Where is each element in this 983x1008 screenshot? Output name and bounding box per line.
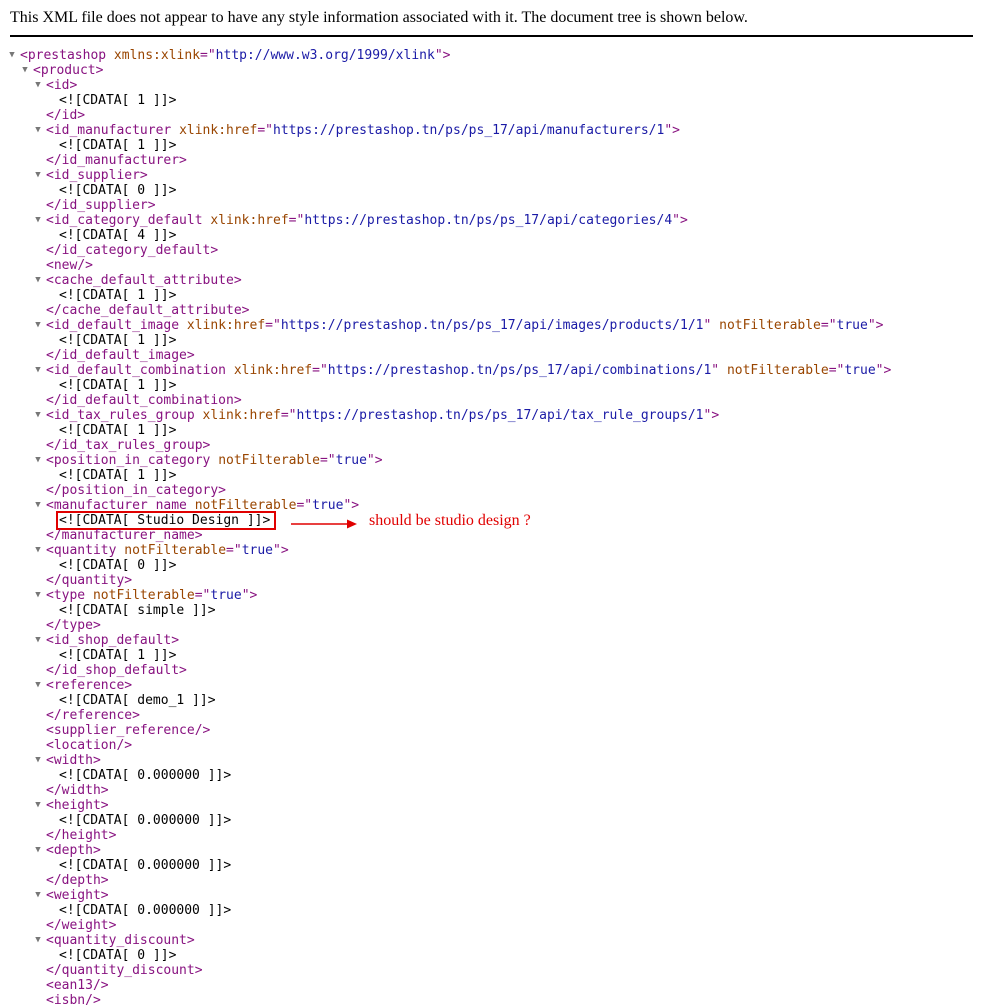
xml-line-content <box>46 753 101 768</box>
xml-line-content <box>59 858 231 873</box>
xml-open-tag-line <box>10 543 983 558</box>
xml-tag-name: </id_tax_rules_group> <box>46 438 211 453</box>
xml-line-content <box>46 738 132 753</box>
annotation-note: should be studio design ? <box>369 512 531 529</box>
xml-tag-name: <type <box>46 588 86 603</box>
cdata-value: <![CDATA[ 0.000000 ]]> <box>59 858 232 873</box>
xml-close-tag-line <box>10 708 983 723</box>
xml-tag-name: <id_default_image <box>46 318 180 333</box>
xml-line-content <box>46 258 93 273</box>
xml-line-content <box>46 153 187 168</box>
cdata-value: <![CDATA[ 0.000000 ]]> <box>59 903 232 918</box>
xml-attr-value: true <box>335 453 367 468</box>
xml-tag-name: </reference> <box>46 708 140 723</box>
cdata-value: <![CDATA[ 0.000000 ]]> <box>59 768 232 783</box>
xml-attr-name: xlink:href <box>233 363 313 378</box>
xml-tag-name: /> <box>85 993 101 1008</box>
cdata-value: <![CDATA[ 0.000000 ]]> <box>59 813 232 828</box>
xml-line-content: <id_category_default xlink:href="https://prestashop.tn/ps/ps_17/api/categories/4"> <box>46 213 688 228</box>
collapse-toggle-icon[interactable]: ▼ <box>35 545 41 555</box>
collapse-toggle-icon[interactable]: ▼ <box>22 65 28 75</box>
xml-text-line <box>10 183 983 198</box>
xml-line-content: <quantity notFilterable="true"> <box>46 543 289 558</box>
xml-tag-name: > <box>100 798 109 813</box>
xml-text-line <box>10 648 983 663</box>
xml-tag-name: > <box>139 168 148 183</box>
xml-line-content <box>46 663 187 678</box>
xml-line-content: <prestashop xmlns:xlink="http://www.w3.org/1999/xlink"> <box>20 48 451 63</box>
xml-tag-name: </quantity> <box>46 573 133 588</box>
xml-tag-name: > <box>883 363 892 378</box>
xml-tag-name: </height> <box>46 828 117 843</box>
xml-line-content <box>46 438 210 453</box>
xml-line-content: <id_default_image xlink:href="https://prestashop.tn/ps/ps_17/api/images/products/1/1" notFilterable="true"> <box>46 318 884 333</box>
xml-line-content <box>59 948 176 963</box>
xml-line-content <box>59 693 216 708</box>
xml-attr-name: notFilterable <box>124 543 227 558</box>
xml-tag-name: <isbn <box>46 993 86 1008</box>
xml-tag-name: </position_in_category> <box>46 483 227 498</box>
collapse-toggle-icon[interactable]: ▼ <box>35 410 41 420</box>
xml-text-line <box>10 423 983 438</box>
xml-line-content <box>59 768 231 783</box>
xml-line-content <box>46 678 132 693</box>
collapse-toggle-icon[interactable]: ▼ <box>9 50 15 60</box>
xml-line-content <box>46 918 116 933</box>
collapse-toggle-icon[interactable]: ▼ <box>35 755 41 765</box>
xml-line-content <box>46 708 140 723</box>
xml-close-tag-line <box>10 828 983 843</box>
xml-attr-name: xlink:href <box>202 408 281 423</box>
xml-line-content <box>59 903 231 918</box>
xml-attr-name: xmlns:xlink <box>113 48 201 63</box>
xml-tag-name: <ean13 <box>46 978 93 993</box>
xml-open-tag-line <box>10 318 983 333</box>
xml-tag-name: </id_default_image> <box>46 348 195 363</box>
xml-tag-name: </id> <box>46 108 86 123</box>
xml-tag-name: > <box>95 63 104 78</box>
xml-line-content <box>46 243 218 258</box>
xml-open-tag-line <box>10 633 983 648</box>
xml-tag-name: <quantity_discount <box>46 933 187 948</box>
collapse-toggle-icon[interactable]: ▼ <box>35 365 41 375</box>
cdata-value: <![CDATA[ 1 ]]> <box>59 138 177 153</box>
xml-close-tag-line <box>10 153 983 168</box>
xml-attr-value: true <box>312 498 344 513</box>
xml-tag-name: <product <box>33 63 96 78</box>
xml-no-style-notice: This XML file does not appear to have any style information associated with it. The document tree is shown below. <box>10 8 973 37</box>
xml-line-content <box>46 303 250 318</box>
cdata-value: <![CDATA[ simple ]]> <box>59 603 216 618</box>
xml-tag-name: <id_default_combination <box>46 363 227 378</box>
xml-attr-name: xlink:href <box>186 318 266 333</box>
xml-line-content <box>46 978 109 993</box>
xml-tag-name: <depth <box>46 843 93 858</box>
xml-tag-name: </weight> <box>46 918 117 933</box>
xml-line-content <box>59 648 176 663</box>
xml-text-line <box>10 468 983 483</box>
xml-line-content <box>59 183 176 198</box>
xml-tag-name: <id_tax_rules_group <box>46 408 195 423</box>
xml-attr-value: true <box>844 363 876 378</box>
xml-open-tag-line <box>10 678 983 693</box>
xml-line-content <box>46 888 109 903</box>
xml-line-content <box>46 828 116 843</box>
xml-text-line <box>10 228 983 243</box>
xml-close-tag-line <box>10 618 983 633</box>
xml-attr-name: notFilterable <box>726 363 829 378</box>
cdata-value: <![CDATA[ 1 ]]> <box>59 648 177 663</box>
xml-line-content <box>46 168 148 183</box>
cdata-value: <![CDATA[ demo_1 ]]> <box>59 693 216 708</box>
cdata-value: <![CDATA[ 0 ]]> <box>59 183 177 198</box>
xml-open-tag-line <box>10 843 983 858</box>
xml-text-line <box>10 603 983 618</box>
xml-text-line <box>10 858 983 873</box>
xml-tag-name: <height <box>46 798 101 813</box>
xml-line-content <box>46 783 109 798</box>
xml-tag-name: <manufacturer_name <box>46 498 187 513</box>
xml-line-content <box>59 288 176 303</box>
xml-tag-name: > <box>92 753 101 768</box>
xml-text-line <box>10 138 983 153</box>
xml-attr-value: https://prestashop.tn/ps/ps_17/api/combinations/1 <box>327 363 712 378</box>
xml-tag-name: > <box>680 213 688 228</box>
xml-tag-name: /> <box>116 738 133 753</box>
xml-tag-name: <cache_default_attribute <box>46 273 234 288</box>
cdata-value: <![CDATA[ 1 ]]> <box>59 378 177 393</box>
xml-tag-name: > <box>711 408 720 423</box>
xml-line-content <box>59 558 176 573</box>
xml-text-line <box>10 378 983 393</box>
xml-empty-tag-line <box>10 978 983 993</box>
xml-tag-name: <location <box>46 738 117 753</box>
xml-line-content <box>59 603 216 618</box>
cdata-value: <![CDATA[ 4 ]]> <box>59 228 177 243</box>
xml-line-content <box>46 633 179 648</box>
highlighted-cdata-value: <![CDATA[ Studio Design ]]> <box>58 513 274 528</box>
xml-tag-name: </id_manufacturer> <box>46 153 187 168</box>
collapse-toggle-icon[interactable]: ▼ <box>35 680 41 690</box>
collapse-toggle-icon[interactable]: ▼ <box>35 890 41 900</box>
collapse-toggle-icon[interactable]: ▼ <box>35 590 41 600</box>
xml-empty-tag-line <box>10 258 983 273</box>
xml-tag-name: <weight <box>46 888 101 903</box>
xml-line-content <box>59 813 231 828</box>
xml-line-content <box>46 198 156 213</box>
xml-line-content <box>46 528 203 543</box>
xml-text-line <box>10 948 983 963</box>
xml-open-tag-line <box>10 63 983 78</box>
xml-tag-name: </quantity_discount> <box>46 963 203 978</box>
xml-open-tag-line <box>10 588 983 603</box>
xml-open-tag-line <box>10 453 983 468</box>
xml-tag-name: > <box>672 123 680 138</box>
xml-close-tag-line <box>10 198 983 213</box>
xml-line-content <box>46 618 101 633</box>
xml-line-content <box>46 393 242 408</box>
xml-open-tag-line <box>10 798 983 813</box>
xml-close-tag-line <box>10 243 983 258</box>
cdata-value: <![CDATA[ 0 ]]> <box>59 948 177 963</box>
xml-line-content <box>46 993 101 1008</box>
xml-line-content: <id_manufacturer xlink:href="https://prestashop.tn/ps/ps_17/api/manufacturers/1"> <box>46 123 680 138</box>
xml-open-tag-line <box>10 123 983 138</box>
xml-attr-name: notFilterable <box>218 453 320 468</box>
xml-text-line <box>10 93 983 108</box>
xml-line-content <box>46 723 210 738</box>
xml-tag-name: <id_shop_default <box>46 633 172 648</box>
xml-text-line <box>10 333 983 348</box>
xml-tag-name: </width> <box>46 783 109 798</box>
collapse-toggle-icon[interactable]: ▼ <box>35 275 41 285</box>
xml-line-content <box>46 483 226 498</box>
xml-open-tag-line <box>10 753 983 768</box>
xml-attr-value: https://prestashop.tn/ps/ps_17/api/images/products/1/1 <box>280 318 704 333</box>
collapse-toggle-icon[interactable]: ▼ <box>35 635 41 645</box>
xml-line-content <box>59 468 176 483</box>
xml-tag-name: </id_supplier> <box>46 198 156 213</box>
xml-line-content: <manufacturer_name notFilterable="true"> <box>46 498 360 513</box>
xml-line-content <box>59 333 176 348</box>
xml-text-line <box>10 903 983 918</box>
xml-line-content <box>46 933 195 948</box>
xml-tag-name: </manufacturer_name> <box>46 528 203 543</box>
xml-tag-name: > <box>124 678 133 693</box>
xml-close-tag-line <box>10 573 983 588</box>
xml-line-content: <type notFilterable="true"> <box>46 588 258 603</box>
xml-tag-name: <position_in_category <box>46 453 211 468</box>
xml-tag-name: /> <box>77 258 93 273</box>
xml-tag-name: <id <box>46 78 70 93</box>
xml-attr-name: notFilterable <box>719 318 821 333</box>
cdata-value: <![CDATA[ 0 ]]> <box>59 558 177 573</box>
xml-tag-name: <id_category_default <box>46 213 203 228</box>
xml-close-tag-line <box>10 303 983 318</box>
xml-close-tag-line <box>10 963 983 978</box>
xml-close-tag-line <box>10 348 983 363</box>
cdata-value: <![CDATA[ 1 ]]> <box>59 423 177 438</box>
xml-tag-name: > <box>100 888 109 903</box>
xml-open-tag-line <box>10 48 983 63</box>
xml-tag-name: > <box>351 498 360 513</box>
xml-attr-name: notFilterable <box>194 498 297 513</box>
xml-attr-value: http://www.w3.org/1999/xlink <box>215 48 435 63</box>
xml-line-content <box>33 63 103 78</box>
xml-tag-name: > <box>186 933 195 948</box>
xml-tag-name: > <box>171 633 180 648</box>
xml-tag-name: <new <box>46 258 78 273</box>
xml-line-content <box>46 963 203 978</box>
xml-attr-name: notFilterable <box>92 588 195 603</box>
collapse-toggle-icon[interactable]: ▼ <box>35 320 41 330</box>
xml-empty-tag-line <box>10 993 983 1008</box>
xml-line-content: <id_default_combination xlink:href="https://prestashop.tn/ps/ps_17/api/combinations/1" notFilterable="true"> <box>46 363 892 378</box>
xml-open-tag-line <box>10 408 983 423</box>
xml-tag-name: <prestashop <box>20 48 107 63</box>
xml-tag-name: <id_supplier <box>46 168 140 183</box>
xml-open-tag-line <box>10 78 983 93</box>
xml-tag-name: /> <box>92 978 109 993</box>
xml-text-line <box>10 768 983 783</box>
xml-line-content: <position_in_category notFilterable="true"> <box>46 453 383 468</box>
xml-tag-name: <supplier_reference <box>46 723 195 738</box>
cdata-value: <![CDATA[ 1 ]]> <box>59 333 177 348</box>
xml-attr-value: true <box>836 318 868 333</box>
collapse-toggle-icon[interactable]: ▼ <box>35 215 41 225</box>
xml-attr-value: https://prestashop.tn/ps/ps_17/api/tax_rule_groups/1 <box>296 408 704 423</box>
cdata-value: <![CDATA[ 1 ]]> <box>59 93 177 108</box>
xml-line-content: <id_tax_rules_group xlink:href="https://prestashop.tn/ps/ps_17/api/tax_rule_groups/1"> <box>46 408 720 423</box>
xml-line-content <box>46 798 109 813</box>
xml-close-tag-line <box>10 783 983 798</box>
xml-tag-name: <quantity <box>46 543 117 558</box>
xml-line-content <box>46 273 242 288</box>
xml-text-line <box>10 288 983 303</box>
xml-empty-tag-line <box>10 723 983 738</box>
xml-line-content <box>59 378 176 393</box>
xml-line-content <box>46 108 85 123</box>
cdata-value: <![CDATA[ 1 ]]> <box>59 288 177 303</box>
xml-line-content <box>46 843 101 858</box>
annotation-arrow <box>291 518 359 530</box>
xml-attr-value: https://prestashop.tn/ps/ps_17/api/categories/4 <box>304 213 673 228</box>
xml-line-content <box>59 423 176 438</box>
xml-text-line <box>10 693 983 708</box>
xml-attr-value: true <box>241 543 273 558</box>
xml-close-tag-line <box>10 873 983 888</box>
xml-attr-name: xlink:href <box>210 213 289 228</box>
xml-tag-name: /> <box>194 723 211 738</box>
xml-tag-name: </cache_default_attribute> <box>46 303 250 318</box>
collapse-toggle-icon[interactable]: ▼ <box>35 800 41 810</box>
collapse-toggle-icon[interactable]: ▼ <box>35 845 41 855</box>
xml-close-tag-line <box>10 918 983 933</box>
xml-open-tag-line <box>10 168 983 183</box>
xml-line-content <box>46 348 195 363</box>
xml-attr-value: true <box>210 588 242 603</box>
xml-tag-name: </depth> <box>46 873 109 888</box>
xml-tag-name: <id_manufacturer <box>46 123 172 138</box>
collapse-toggle-icon[interactable]: ▼ <box>35 500 41 510</box>
xml-line-content <box>59 513 274 528</box>
xml-open-tag-line <box>10 273 983 288</box>
xml-tag-name: </id_category_default> <box>46 243 219 258</box>
xml-line-content <box>59 138 176 153</box>
xml-tag-name: > <box>442 48 451 63</box>
collapse-toggle-icon[interactable]: ▼ <box>35 935 41 945</box>
xml-close-tag-line <box>10 393 983 408</box>
xml-tag-name: > <box>875 318 884 333</box>
collapse-toggle-icon[interactable]: ▼ <box>35 170 41 180</box>
xml-attr-name: xlink:href <box>179 123 258 138</box>
xml-tag-name: > <box>374 453 383 468</box>
xml-open-tag-line <box>10 363 983 378</box>
xml-tag-name: > <box>280 543 289 558</box>
xml-close-tag-line <box>10 438 983 453</box>
xml-open-tag-line <box>10 933 983 948</box>
xml-tag-name: > <box>249 588 258 603</box>
xml-tag-name: > <box>92 843 101 858</box>
xml-tag-name: </id_shop_default> <box>46 663 187 678</box>
xml-tag-name: > <box>233 273 242 288</box>
xml-line-content <box>46 573 132 588</box>
xml-open-tag-line <box>10 888 983 903</box>
xml-tag-name: </type> <box>46 618 101 633</box>
cdata-value: <![CDATA[ 1 ]]> <box>59 468 177 483</box>
xml-text-line <box>10 813 983 828</box>
xml-attr-value: https://prestashop.tn/ps/ps_17/api/manufacturers/1 <box>273 123 665 138</box>
xml-close-tag-line <box>10 108 983 123</box>
collapse-toggle-icon[interactable]: ▼ <box>35 80 41 90</box>
xml-close-tag-line <box>10 663 983 678</box>
xml-close-tag-line <box>10 483 983 498</box>
xml-tag-name: </id_default_combination> <box>46 393 242 408</box>
xml-line-content <box>46 873 109 888</box>
collapse-toggle-icon[interactable]: ▼ <box>35 455 41 465</box>
xml-tag-name: <width <box>46 753 93 768</box>
xml-open-tag-line <box>10 213 983 228</box>
xml-text-line <box>10 558 983 573</box>
xml-line-content <box>59 228 176 243</box>
xml-line-content <box>46 78 77 93</box>
xml-empty-tag-line <box>10 738 983 753</box>
collapse-toggle-icon[interactable]: ▼ <box>35 125 41 135</box>
xml-tag-name: > <box>69 78 78 93</box>
xml-line-content <box>59 93 176 108</box>
xml-tag-name: <reference <box>46 678 125 693</box>
